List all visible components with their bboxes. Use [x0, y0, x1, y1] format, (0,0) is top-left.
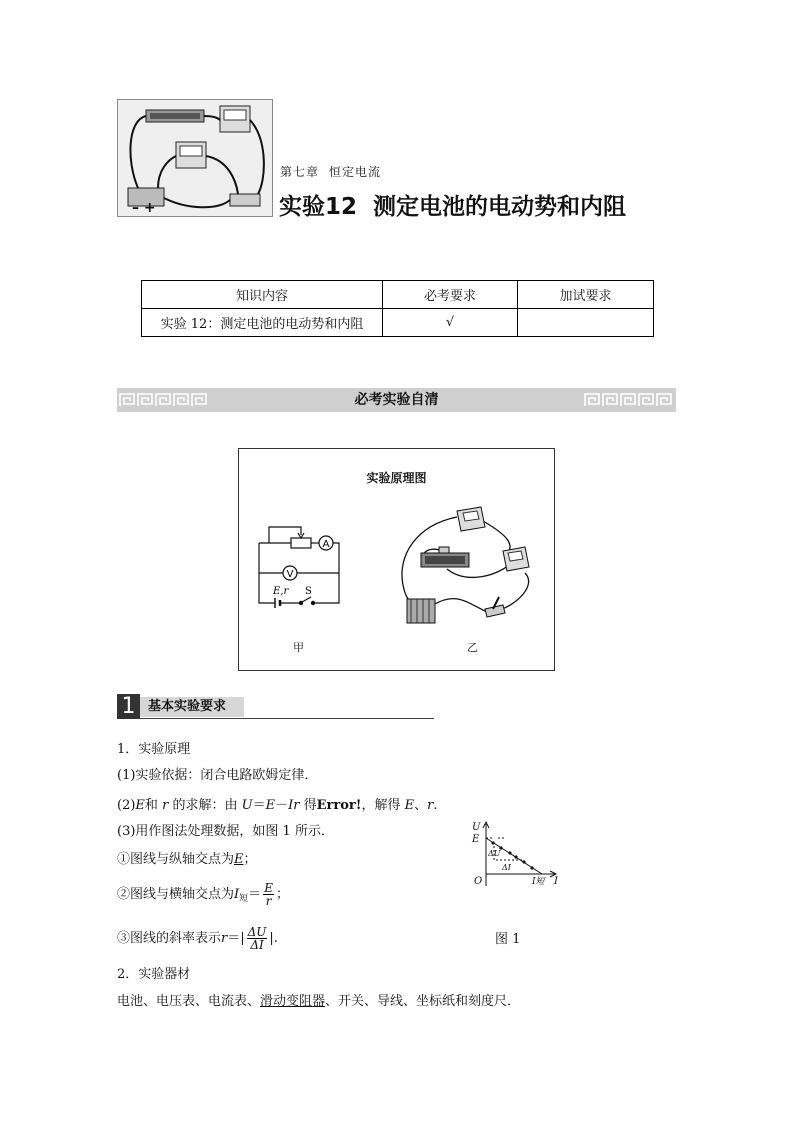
error-marker: Error! — [316, 798, 362, 813]
text-run: ①图线与纵轴交点为 — [117, 852, 235, 867]
text-run: E — [265, 798, 276, 813]
text-run: U — [241, 798, 253, 813]
table-header-cell: 必考要求 — [383, 281, 518, 309]
switch-label: S — [305, 586, 312, 597]
origin-label: O — [474, 876, 483, 887]
switch-device — [485, 597, 505, 617]
page-title-number: 实验12 — [279, 194, 358, 220]
text-run: 短 — [239, 894, 249, 904]
table-row — [142, 309, 654, 337]
text-run: 得 — [303, 798, 317, 813]
fraction-numerator: ΔU — [247, 925, 267, 939]
ui-graph — [466, 820, 562, 890]
requirements-table — [141, 280, 654, 337]
fraction-denominator: ΔI — [250, 938, 264, 952]
page-title — [279, 188, 626, 221]
ammeter-label: A — [322, 539, 330, 550]
source-label: E,r — [273, 586, 289, 597]
text-run: . — [433, 798, 438, 813]
data-point — [491, 841, 494, 844]
data-point — [514, 855, 517, 858]
text-run: ； — [243, 852, 257, 867]
battery-device — [407, 599, 435, 623]
banner-title: 必考实验自清 — [354, 392, 439, 408]
svg-text:– +: – + — [132, 200, 156, 216]
text-run: 、 — [414, 798, 428, 813]
table-cell: 实验 12：测定电池的电动势和内阻 — [142, 309, 383, 337]
data-point — [530, 866, 533, 869]
text-run: E — [135, 798, 145, 813]
text-run: 的求解：由 — [172, 798, 238, 813]
figure-right-caption: 乙 — [467, 641, 478, 654]
text-run: r — [427, 798, 434, 813]
point-x-intercept — [117, 880, 289, 914]
principle-solution — [117, 797, 437, 815]
chapter-number: 第七章 — [280, 165, 320, 179]
section-number: 1 — [117, 694, 140, 719]
fraction-numerator: E — [264, 881, 273, 895]
circuit-photo-illustration — [118, 100, 272, 216]
section-banner — [117, 388, 676, 412]
data-point — [508, 851, 511, 854]
heading-equipment: 2．实验器材 — [117, 967, 191, 982]
text-run: I — [234, 887, 240, 902]
principle-graph-method: (3)用作图法处理数据，如图 1 所示． — [117, 824, 334, 839]
fraction-e-over-r — [263, 882, 274, 907]
principle-figure-box — [238, 448, 555, 671]
table-cell — [518, 309, 654, 337]
x-axis-label: I — [554, 876, 558, 887]
text-run: 、开关、导线、坐标纸和刻度尺． — [325, 994, 521, 1009]
figure-left-caption: 甲 — [293, 641, 304, 654]
text-run: E — [404, 798, 415, 813]
text-run: Ir — [288, 798, 300, 813]
equipment-list — [117, 993, 520, 1011]
text-run: (2) — [117, 798, 136, 813]
delta-i-label: ΔI — [502, 863, 511, 872]
fraction-denominator: r — [265, 894, 272, 908]
chapter-label — [280, 163, 391, 180]
heading-principle: 1．实验原理 — [117, 742, 191, 757]
point-y-intercept — [117, 851, 257, 869]
circuit-schematic-labels — [253, 519, 363, 609]
text-run: ＝ — [248, 887, 262, 902]
text-run: ＝ — [252, 798, 266, 813]
text-run: 和 — [144, 798, 158, 813]
section-title: 基本实验要求 — [148, 699, 227, 714]
section-underline — [140, 718, 434, 719]
text-run: E — [234, 852, 244, 867]
text-run: 滑动变阻器 — [260, 994, 326, 1009]
ammeter-device — [503, 547, 529, 571]
text-run: ③图线的斜率表示 — [117, 931, 222, 946]
text-run: 电池、电压表、电流表、 — [117, 994, 261, 1009]
apparatus-illustration — [387, 505, 547, 635]
page-title-text: 测定电池的电动势和内阻 — [373, 194, 627, 220]
y-axis-label: U — [472, 822, 481, 833]
point-slope — [117, 924, 278, 954]
principle-basis: (1)实验依据：闭合电路欧姆定律． — [117, 768, 318, 783]
text-run: ，解得 — [361, 798, 401, 813]
fraction-du-over-di — [247, 926, 268, 951]
table-cell: √ — [383, 309, 518, 337]
text-run: |. — [269, 931, 278, 946]
voltmeter-device — [457, 507, 485, 531]
header-circuit-photo — [117, 99, 273, 217]
text-run: r — [162, 798, 169, 813]
text-run: － — [275, 798, 289, 813]
text-run: ； — [275, 887, 289, 902]
text-run: ＝| — [227, 931, 245, 946]
x-intercept-label: I短 — [532, 877, 545, 887]
text-run: r — [221, 931, 228, 946]
voltmeter-label: V — [286, 569, 294, 580]
figure-1-caption: 图 1 — [495, 932, 521, 947]
table-header-row — [142, 281, 654, 309]
delta-u-label: ΔU — [488, 849, 501, 858]
chapter-name: 恒定电流 — [329, 165, 382, 179]
text-run: ②图线与横轴交点为 — [117, 887, 235, 902]
table-header-cell: 加试要求 — [518, 281, 654, 309]
figure-title: 实验原理图 — [366, 471, 427, 485]
data-point — [522, 860, 525, 863]
table-header-cell: 知识内容 — [142, 281, 383, 309]
y-intercept-label: E — [472, 834, 480, 845]
